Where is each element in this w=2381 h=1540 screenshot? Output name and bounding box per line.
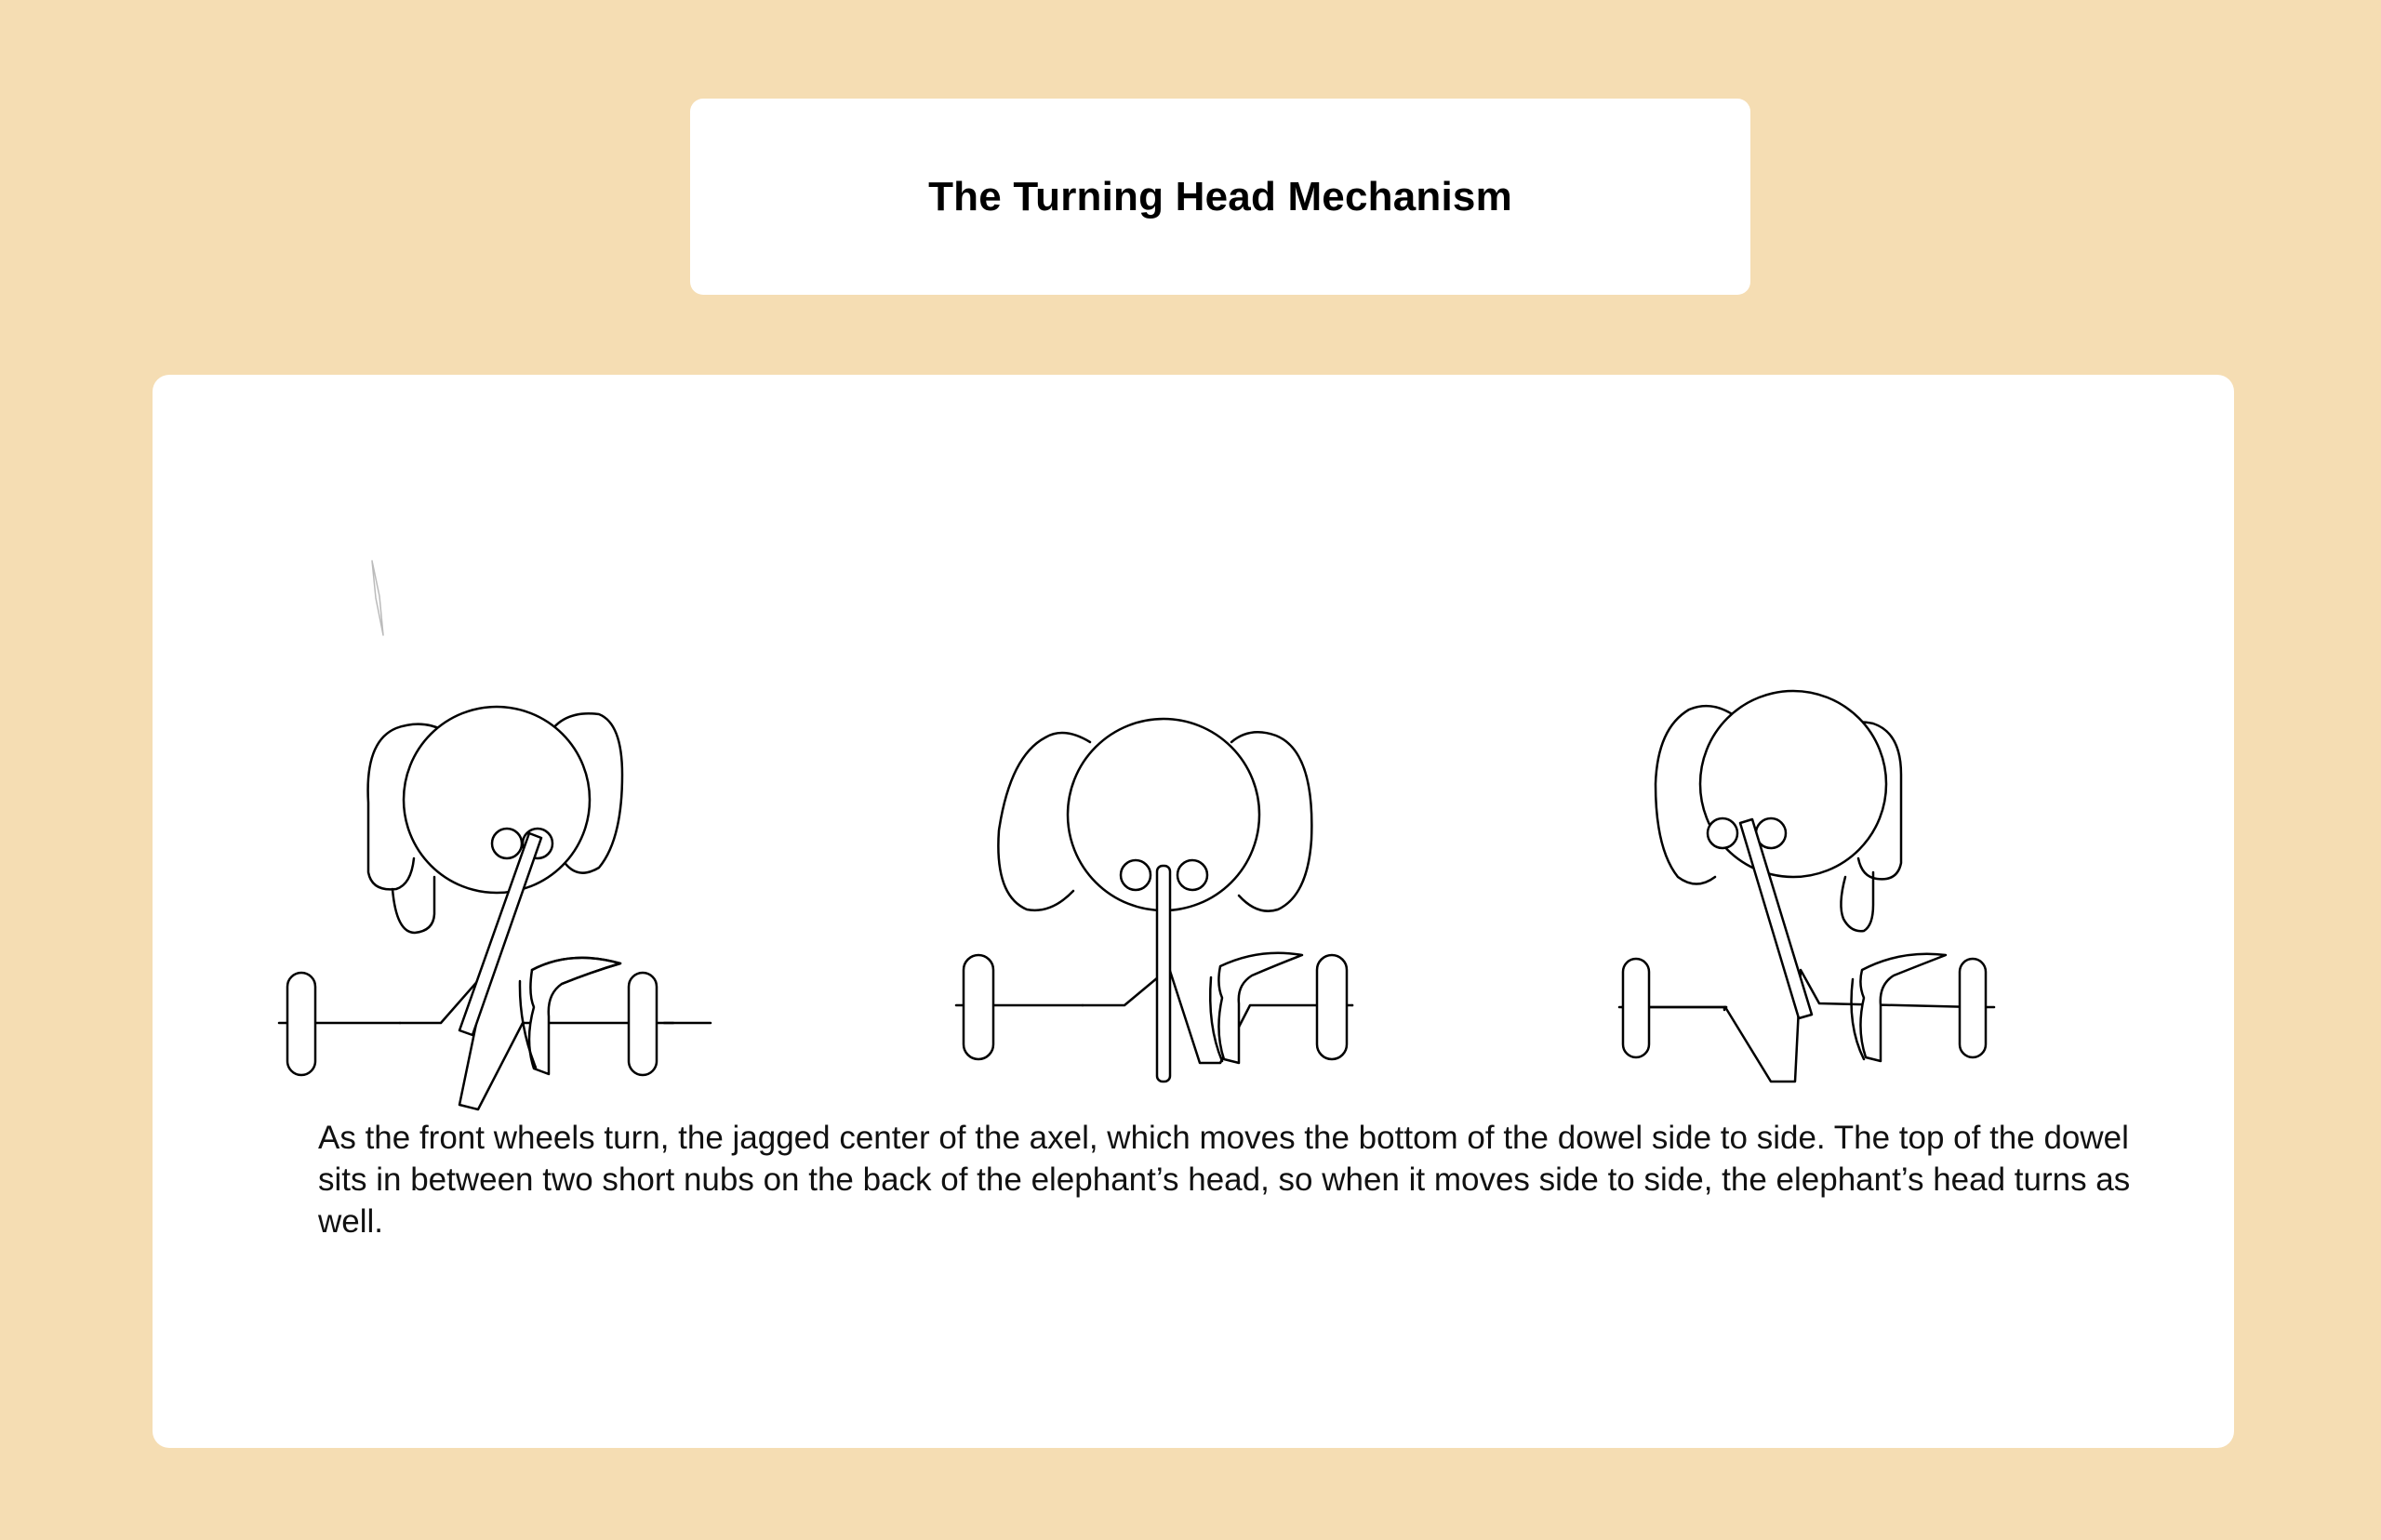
hook-part [1210,953,1302,1063]
content-card [153,375,2234,1448]
axle [1619,970,1994,1082]
elephant-head [1700,691,1886,877]
figure-turned-right [1619,691,1994,1082]
mechanism-caption: As the front wheels turn, the jagged center of the axel, which moves the bottom of the dowel side to side. The top of the dowel sits in between two short nubs on the back of the elephant’s head, so when it moves side to side, the elephant’s head turns as well. [318,1120,2131,1240]
figure-centered [956,719,1352,1082]
nub-left [1121,860,1151,890]
wheel-left [287,973,315,1075]
wheel-left [964,955,993,1059]
wheel-left [1623,959,1649,1057]
elephant-head [404,707,590,893]
axle [956,968,1352,1063]
stray-sketch-mark [372,561,383,635]
nub-left [1708,818,1737,848]
wheel-right [629,973,657,1075]
mechanism-diagram [153,375,2234,1119]
hook-part [1852,954,1947,1061]
nub-left [492,829,522,858]
page-title: The Turning Head Mechanism [928,173,1512,219]
figure-turned-left [279,707,711,1109]
wheel-right [1960,959,1986,1057]
nub-right [1177,860,1207,890]
hook-part [520,958,620,1074]
wheel-right [1317,955,1347,1059]
dowel [1157,866,1170,1082]
title-card [690,99,1750,295]
